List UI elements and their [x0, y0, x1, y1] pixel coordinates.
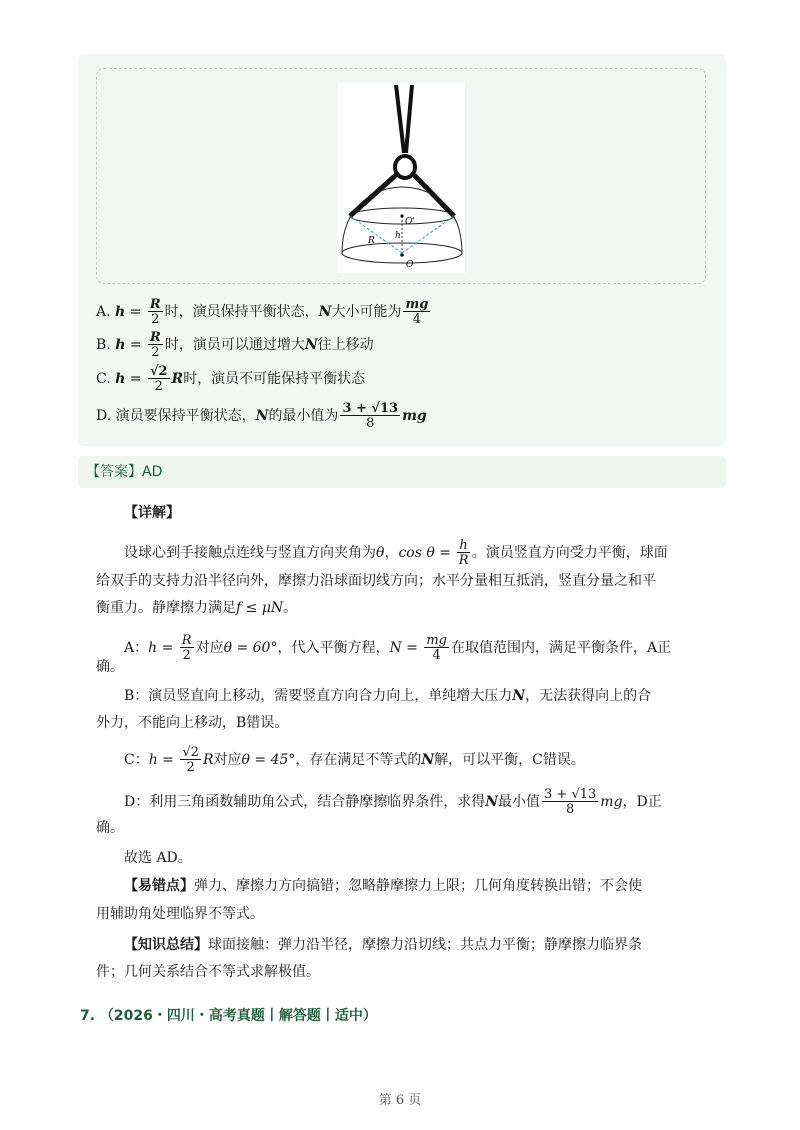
math-h: h =	[148, 640, 174, 656]
text: ，存在满足不等式的	[295, 752, 422, 768]
label-r: R	[368, 236, 375, 246]
summary-line-2: 件；几何关系结合不等式求解极值。	[96, 964, 320, 980]
frac-num: h	[459, 538, 468, 553]
frac-den: 8	[366, 416, 375, 431]
fraction	[148, 365, 170, 393]
math-eq: =	[129, 304, 142, 320]
fraction	[340, 402, 400, 430]
frac-num: √2	[182, 745, 199, 760]
text: 解，可以平衡，C错误。	[434, 752, 585, 768]
detail-c-line	[124, 746, 585, 774]
math-eq: =	[129, 371, 142, 387]
math-friction: f ≤ μN	[236, 600, 284, 616]
detail-a-line-2: 确。	[96, 659, 124, 675]
option-text: 时，演员不可能保持平衡状态	[183, 371, 366, 387]
frac-num: R	[149, 297, 161, 312]
frac-den: 4	[412, 312, 422, 327]
option-text: 往上移动	[317, 337, 374, 353]
page-number: 第 6 页	[378, 1093, 422, 1108]
option-text: 时，演员可以通过增大	[164, 337, 305, 353]
math-h: h	[115, 371, 126, 387]
detail-b-line-2: 外力，不能向上移动，B错误。	[96, 715, 289, 731]
fraction	[424, 634, 449, 662]
detail-choose: 故选 AD。	[124, 850, 192, 866]
math-mg: mg	[600, 794, 623, 810]
frac-num: R	[150, 330, 161, 345]
mistakes-line-2: 用辅助角处理临界不等式。	[96, 906, 264, 922]
label-h: h	[395, 231, 401, 241]
math-n: N	[421, 752, 435, 768]
hemisphere-figure	[338, 83, 465, 273]
fraction	[180, 746, 201, 774]
frac-den: 2	[151, 345, 160, 360]
fraction	[403, 298, 430, 326]
math-r: R	[202, 752, 214, 768]
frac-num: 3 + √13	[342, 401, 399, 416]
answer-bar	[78, 456, 726, 488]
fraction	[148, 331, 163, 359]
text: 球面接触：弹力沿半径，摩擦力沿切线；共点力平衡；静摩擦力临界条	[208, 937, 642, 953]
mistakes-label: 【易错点】	[124, 878, 194, 894]
math-h: h	[115, 304, 126, 320]
text: 设球心到手接触点连线与竖直方向夹角为	[124, 545, 376, 561]
frac-num: 3 + √13	[544, 787, 597, 802]
detail-d-line-2: 确。	[96, 820, 124, 836]
frac-num: R	[181, 633, 192, 648]
math-n: N =	[389, 640, 418, 656]
option-text: 的最小值为	[268, 408, 339, 424]
option-b[interactable]	[96, 331, 374, 359]
option-text: 演员要保持平衡状态，	[115, 408, 256, 424]
detail-b-line-1	[124, 686, 651, 706]
text: 弹力、摩擦力方向搞错；忽略静摩擦力上限；几何角度转换出错；不会使	[194, 878, 642, 894]
option-d[interactable]	[96, 402, 427, 430]
math-n: N	[512, 688, 526, 704]
fraction	[148, 298, 163, 326]
math-n: N	[304, 337, 318, 353]
frac-den: R	[458, 553, 469, 568]
math-h: h =	[148, 752, 174, 768]
fraction	[542, 788, 598, 816]
math-n: N	[318, 304, 332, 320]
math-h: h	[115, 337, 126, 353]
frac-den: 8	[566, 802, 575, 817]
frac-num: mg	[405, 297, 429, 312]
option-text: 大小可能为	[331, 304, 402, 320]
detail-line-2: 给双手的支持力沿半径向外，摩擦力沿球面切线方向；水平分量相互抵消，竖直分量之和平	[96, 573, 656, 589]
option-letter: A.	[96, 304, 111, 320]
frac-den: 2	[154, 379, 163, 394]
option-a[interactable]	[96, 298, 432, 326]
text: B：演员竖直向上移动，需要竖直方向合力向上，单纯增大压力	[124, 688, 513, 704]
detail-line-3	[96, 598, 297, 618]
label-o: O	[406, 260, 414, 270]
detail-d-line-1	[124, 788, 662, 816]
option-letter: D.	[96, 408, 112, 424]
frac-den: 2	[182, 648, 191, 663]
text: 在取值范围内，满足平衡条件，A正	[451, 640, 672, 656]
frac-num: √2	[149, 364, 168, 379]
option-letter: B.	[96, 337, 111, 353]
text: 。	[283, 600, 298, 616]
option-letter: C.	[96, 371, 111, 387]
math-theta: θ = 60°	[223, 640, 278, 656]
text: D：利用三角函数辅助角公式，结合静摩擦临界条件，求得	[124, 794, 486, 810]
detail-title: 【详解】	[124, 505, 180, 521]
detail-a-line-1	[124, 634, 671, 662]
text: 对应	[195, 640, 224, 656]
text: 对应	[213, 752, 242, 768]
frac-den: 2	[151, 312, 160, 327]
frac-num: mg	[426, 633, 447, 648]
math-theta: θ	[376, 545, 385, 561]
label-o-prime: O'	[405, 217, 415, 227]
summary-line-1	[124, 935, 642, 955]
text: ，	[384, 545, 399, 561]
detail-line-1	[124, 539, 668, 567]
text: ，无法获得向上的合	[525, 688, 652, 704]
text: ，代入平衡方程，	[277, 640, 390, 656]
text: A：	[124, 640, 149, 656]
option-text: 时，演员保持平衡状态，	[164, 304, 319, 320]
frac-den: 2	[186, 760, 195, 775]
summary-label: 【知识总结】	[124, 937, 208, 953]
text: 最小值	[498, 794, 541, 810]
math-cos: cos θ =	[398, 545, 451, 561]
text: 。演员竖直方向受力平衡，球面	[471, 545, 668, 561]
math-n: N	[485, 794, 499, 810]
math-r: R	[171, 371, 184, 387]
text: ，D正	[622, 794, 662, 810]
text: C：	[124, 752, 149, 768]
option-c[interactable]	[96, 365, 365, 393]
math-n: N	[255, 408, 269, 424]
fraction	[457, 539, 469, 567]
text: 衡重力。静摩擦力满足	[96, 600, 236, 616]
fraction	[180, 634, 194, 662]
frac-den: 4	[432, 648, 441, 663]
answer-label: 【答案】AD	[86, 464, 163, 480]
next-question-heading: 7. （2026・四川・高考真题丨解答题丨适中）	[80, 1008, 377, 1024]
mistakes-line-1	[124, 876, 642, 896]
math-mg: mg	[402, 408, 427, 424]
math-theta: θ = 45°	[241, 752, 296, 768]
math-eq: =	[129, 337, 142, 353]
